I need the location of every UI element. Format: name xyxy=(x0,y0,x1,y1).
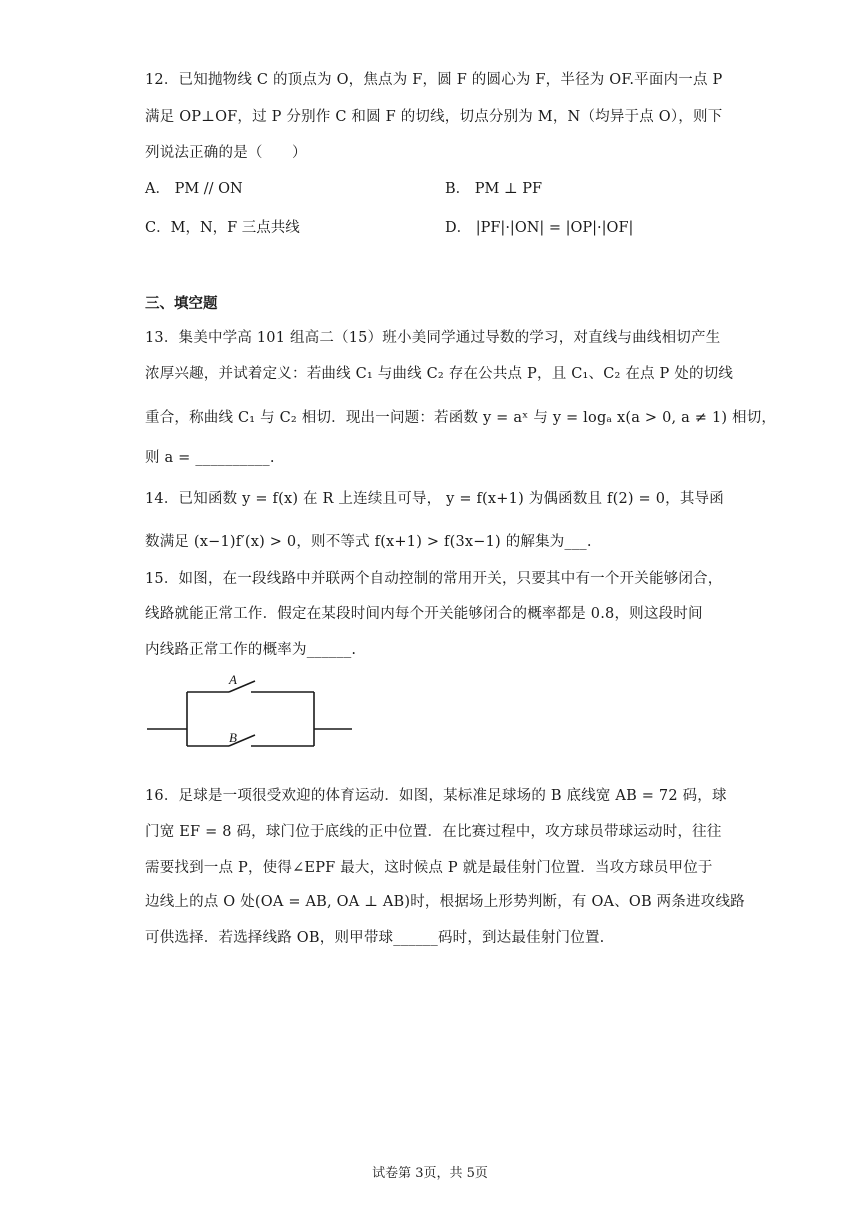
q12-option-a: A． PM // ON xyxy=(145,181,243,197)
q12-line-3: 列说法正确的是（ ） xyxy=(145,145,307,161)
q12-line-2: 满足 OP⊥OF，过 P 分别作 C 和圆 F 的切线，切点分别为 M，N（均异于点 O），则下 xyxy=(145,109,723,125)
switch-a-label: A xyxy=(229,672,237,687)
q14-line-2: 数满足 (x−1)f′(x) > 0，则不等式 f(x+1) > f(3x−1) 的解集为___. xyxy=(145,534,592,550)
q15-line-1: 15．如图，在一段线路中并联两个自动控制的常用开关，只要其中有一个开关能够闭合， xyxy=(145,571,723,587)
q12-option-b: B． PM ⊥ PF xyxy=(445,181,543,197)
q12-line-1: 12．已知抛物线 C 的顶点为 O，焦点为 F，圆 F 的圆心为 F，半径为 OF.平面内一点 P xyxy=(145,72,723,88)
q16-line-3: 需要找到一点 P，使得∠EPF 最大，这时候点 P 就是最佳射门位置．当攻方球员甲位于 xyxy=(145,860,713,876)
section-heading-fill-in: 三、填空题 xyxy=(145,296,218,312)
q12-option-d: D． |PF|·|ON| = |OP|·|OF| xyxy=(445,220,634,236)
q12-option-c: C．M，N，F 三点共线 xyxy=(145,220,300,236)
parallel-switch-circuit-diagram xyxy=(145,668,355,758)
q16-line-5: 可供选择．若选择线路 OB，则甲带球______码时，到达最佳射门位置. xyxy=(145,930,605,946)
q13-line-2: 浓厚兴趣，并试着定义：若曲线 C₁ 与曲线 C₂ 存在公共点 P，且 C₁、C₂ 在点 P 处的切线 xyxy=(145,366,734,382)
q13-line-3: 重合，称曲线 C₁ 与 C₂ 相切．现出一问题：若函数 y = aˣ 与 y = logₐ x(a > 0, a ≠ 1) 相切， xyxy=(145,410,777,426)
q15-line-3: 内线路正常工作的概率为______. xyxy=(145,642,357,658)
q13-line-4: 则 a = __________. xyxy=(145,450,275,466)
q16-line-4: 边线上的点 O 处(OA = AB, OA ⊥ AB)时，根据场上形势判断，有 OA、OB 两条进攻线路 xyxy=(145,894,745,910)
q16-line-2: 门宽 EF = 8 码，球门位于底线的正中位置．在比赛过程中，攻方球员带球运动时，往往 xyxy=(145,824,722,840)
q14-line-1: 14．已知函数 y = f(x) 在 R 上连续且可导， y = f(x+1) 为偶函数且 f(2) = 0，其导函 xyxy=(145,491,724,507)
q16-line-1: 16．足球是一项很受欢迎的体育运动．如图，某标准足球场的 B 底线宽 AB = 72 码，球 xyxy=(145,788,727,804)
page-footer: 试卷第 3页，共 5页 xyxy=(372,1166,488,1181)
q15-line-2: 线路就能正常工作．假定在某段时间内每个开关能够闭合的概率都是 0.8，则这段时间 xyxy=(145,606,703,622)
switch-b-label: B xyxy=(229,730,237,745)
q13-line-1: 13．集美中学高 101 组高二（15）班小美同学通过导数的学习，对直线与曲线相切产生 xyxy=(145,330,721,346)
